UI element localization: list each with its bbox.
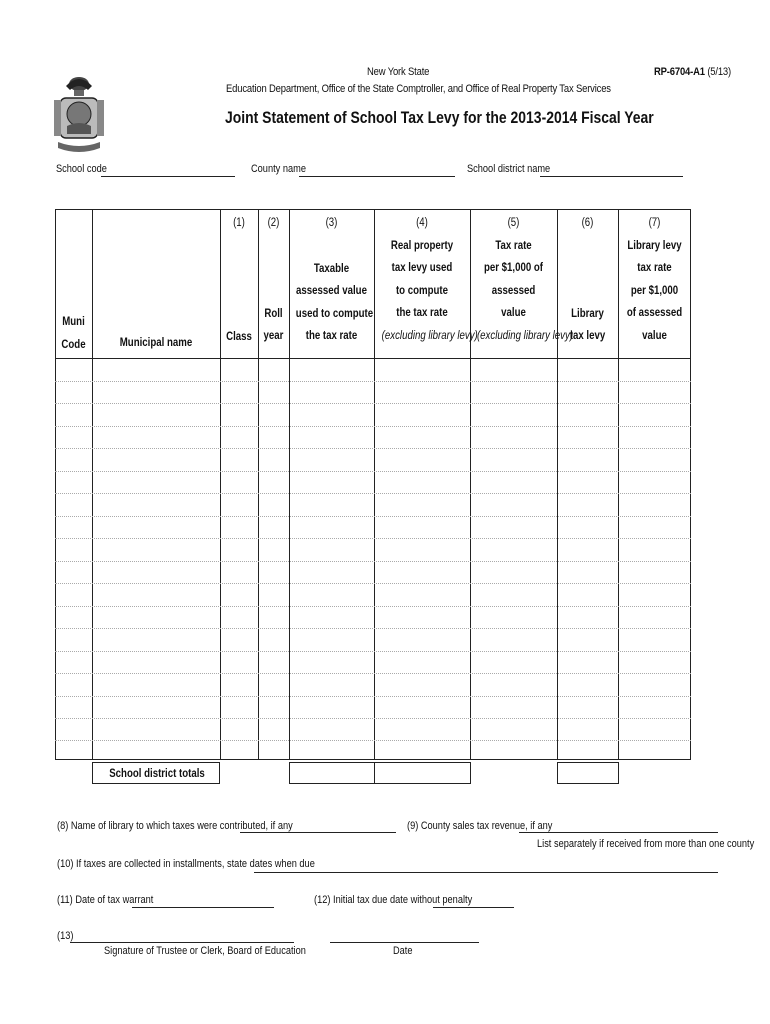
table-row[interactable] bbox=[55, 538, 691, 539]
total-real-property-tax-levy[interactable] bbox=[374, 762, 471, 784]
col-library-levy-tax-rate: (7) Library levy tax rate per $1,000 of assessed value bbox=[626, 217, 683, 342]
col-real-property-tax-levy: (4) Real property tax levy used to compute the tax rate (excluding library levy) bbox=[381, 217, 478, 342]
table-row[interactable] bbox=[55, 740, 691, 741]
county-sales-tax-note: List separately if received from more than one county bbox=[537, 838, 755, 850]
form-id: RP-6704-A1 (5/13) bbox=[654, 66, 732, 78]
library-name-field[interactable] bbox=[240, 820, 396, 833]
school-code-label: School code bbox=[56, 163, 107, 175]
school-district-name-label: School district name bbox=[467, 163, 551, 175]
table-row[interactable] bbox=[55, 493, 691, 494]
table-row[interactable] bbox=[55, 696, 691, 697]
col-muni-code: Muni Code bbox=[61, 316, 86, 351]
county-sales-tax-field[interactable] bbox=[519, 820, 718, 833]
signature-date-field[interactable] bbox=[330, 930, 479, 943]
signature-field[interactable] bbox=[70, 930, 294, 943]
initial-due-date-label: (12) Initial tax due date without penalty bbox=[314, 894, 473, 906]
col-class: (1) Class bbox=[226, 217, 252, 343]
tax-warrant-date-label: (11) Date of tax warrant bbox=[57, 894, 154, 906]
school-district-name-field[interactable] bbox=[540, 164, 683, 177]
installments-label: (10) If taxes are collected in installments, state dates when due bbox=[57, 858, 315, 870]
tax-warrant-date-field[interactable] bbox=[132, 895, 274, 908]
total-library-tax-levy[interactable] bbox=[557, 762, 619, 784]
table-row[interactable] bbox=[55, 381, 691, 382]
state-seal-icon bbox=[52, 64, 106, 156]
table-row[interactable] bbox=[55, 628, 691, 629]
county-name-field[interactable] bbox=[299, 164, 455, 177]
col-library-tax-levy: (6) Library tax levy bbox=[569, 217, 606, 342]
col-taxable-assessed-value: (3) Taxable assessed value used to compute the tax rate bbox=[295, 217, 374, 342]
library-name-label: (8) Name of library to which taxes were contributed, if any bbox=[57, 820, 293, 832]
date-caption: Date bbox=[393, 945, 413, 957]
school-code-field[interactable] bbox=[101, 164, 235, 177]
initial-due-date-field[interactable] bbox=[433, 895, 514, 908]
table-row[interactable] bbox=[55, 606, 691, 607]
table-row[interactable] bbox=[55, 426, 691, 427]
table-row[interactable] bbox=[55, 651, 691, 652]
table-row[interactable] bbox=[55, 673, 691, 674]
table-row[interactable] bbox=[55, 403, 691, 404]
table-row[interactable] bbox=[55, 583, 691, 584]
table-row[interactable] bbox=[55, 448, 691, 449]
state-name: New York State bbox=[367, 66, 430, 78]
installments-field[interactable] bbox=[254, 860, 718, 873]
signature-number-label: (13) bbox=[57, 930, 74, 942]
table-header-divider bbox=[55, 358, 691, 359]
county-sales-tax-label: (9) County sales tax revenue, if any bbox=[407, 820, 553, 832]
form-title: Joint Statement of School Tax Levy for the 2013-2014 Fiscal Year bbox=[225, 108, 654, 127]
table-row[interactable] bbox=[55, 718, 691, 719]
col-tax-rate: (5) Tax rate per $1,000 of assessed value (excluding library levy) bbox=[476, 217, 574, 342]
totals-label-cell: School district totals bbox=[92, 762, 220, 784]
table-row[interactable] bbox=[55, 471, 691, 472]
col-roll-year: (2) Roll year bbox=[263, 217, 284, 342]
departments-line: Education Department, Office of the State Comptroller, and Office of Real Property Tax Services bbox=[226, 83, 611, 95]
county-name-label: County name bbox=[251, 163, 306, 175]
total-taxable-assessed-value[interactable] bbox=[289, 762, 375, 784]
table-row[interactable] bbox=[55, 561, 691, 562]
table-row[interactable] bbox=[55, 516, 691, 517]
signature-caption: Signature of Trustee or Clerk, Board of Education bbox=[104, 945, 306, 957]
col-municipal-name: Municipal name bbox=[119, 337, 193, 349]
